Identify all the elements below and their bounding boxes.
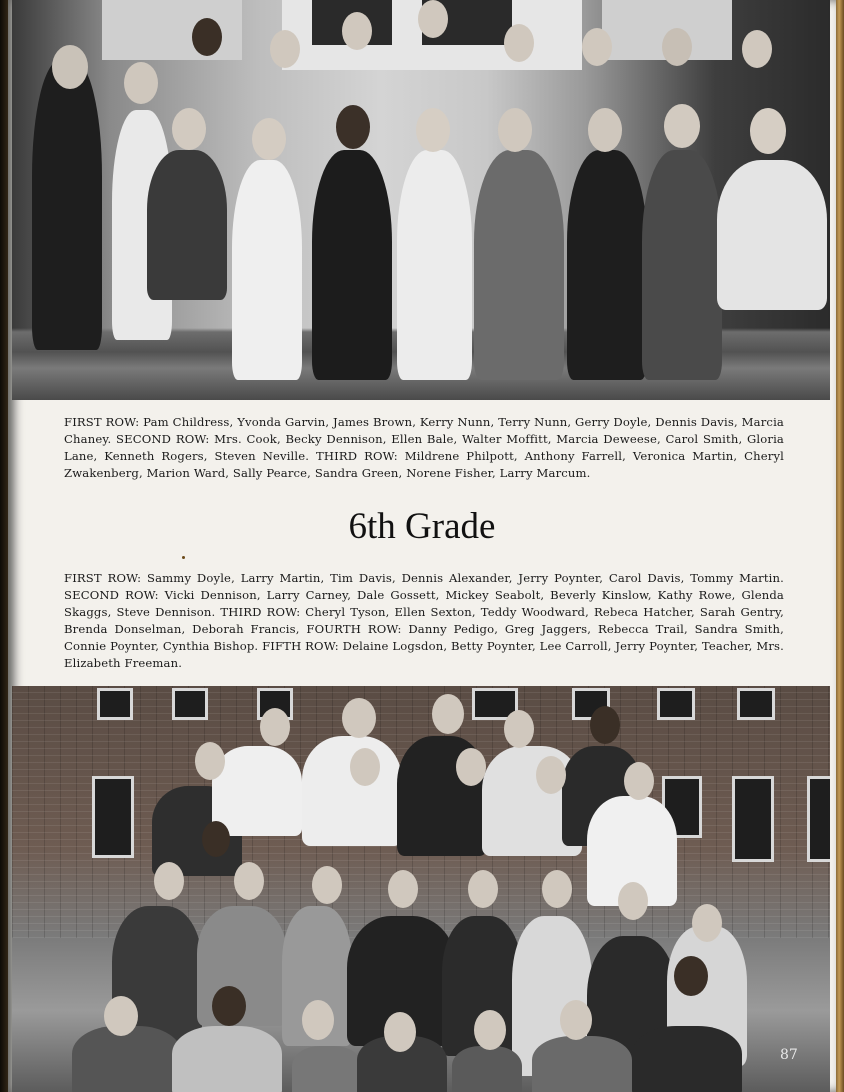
class-photo-top: [12, 0, 830, 400]
page-title: 6th Grade: [348, 506, 496, 547]
bottom-photo-caption: FIRST ROW: Sammy Doyle, Larry Martin, Tim Davis, Dennis Alexander, Jerry Poynter, Carol Davis, Tommy Martin. SECOND ROW: Vicki Dennison, Larry Carney, Dale Gossett, Mickey Seabolt, Beverly Kinslow, Kathy Rowe, Glenda Skaggs, Steve Dennison. THIRD ROW: Cheryl Tyson, Ellen Sexton, Teddy Woodward, Rebeca Hatcher, Sarah Gentry, Brenda Donselman, Deborah Francis, FOURTH ROW: Danny Pedigo, Greg Jaggers, Rebecca Trail, Sandra Smith, Connie Poynter, Cynthia Bishop. FIFTH ROW: Delaine Logsdon, Betty Poynter, Lee Carroll, Jerry Poynter, Teacher, Mrs. Elizabeth Freeman.: [64, 571, 784, 670]
page-number: 87: [780, 1047, 798, 1063]
print-speck: [182, 556, 185, 559]
top-photo-caption: FIRST ROW: Pam Childress, Yvonda Garvin, James Brown, Kerry Nunn, Terry Nunn, Gerry Doyle, Dennis Davis, Marcia Chaney. SECOND ROW: Mrs. Cook, Becky Dennison, Ellen Bale, Walter Moffitt, Marcia Deweese, Carol Smith, Gloria Lane, Kenneth Rogers, Steven Neville. THIRD ROW: Mildrene Philpott, Anthony Farrell, Veronica Martin, Cheryl Zwakenberg, Marion Ward, Sally Pearce, Sandra Green, Norene Fisher, Larry Marcum.: [64, 415, 784, 480]
page-edge: [836, 0, 844, 1092]
class-photo-bottom: [12, 686, 830, 1092]
